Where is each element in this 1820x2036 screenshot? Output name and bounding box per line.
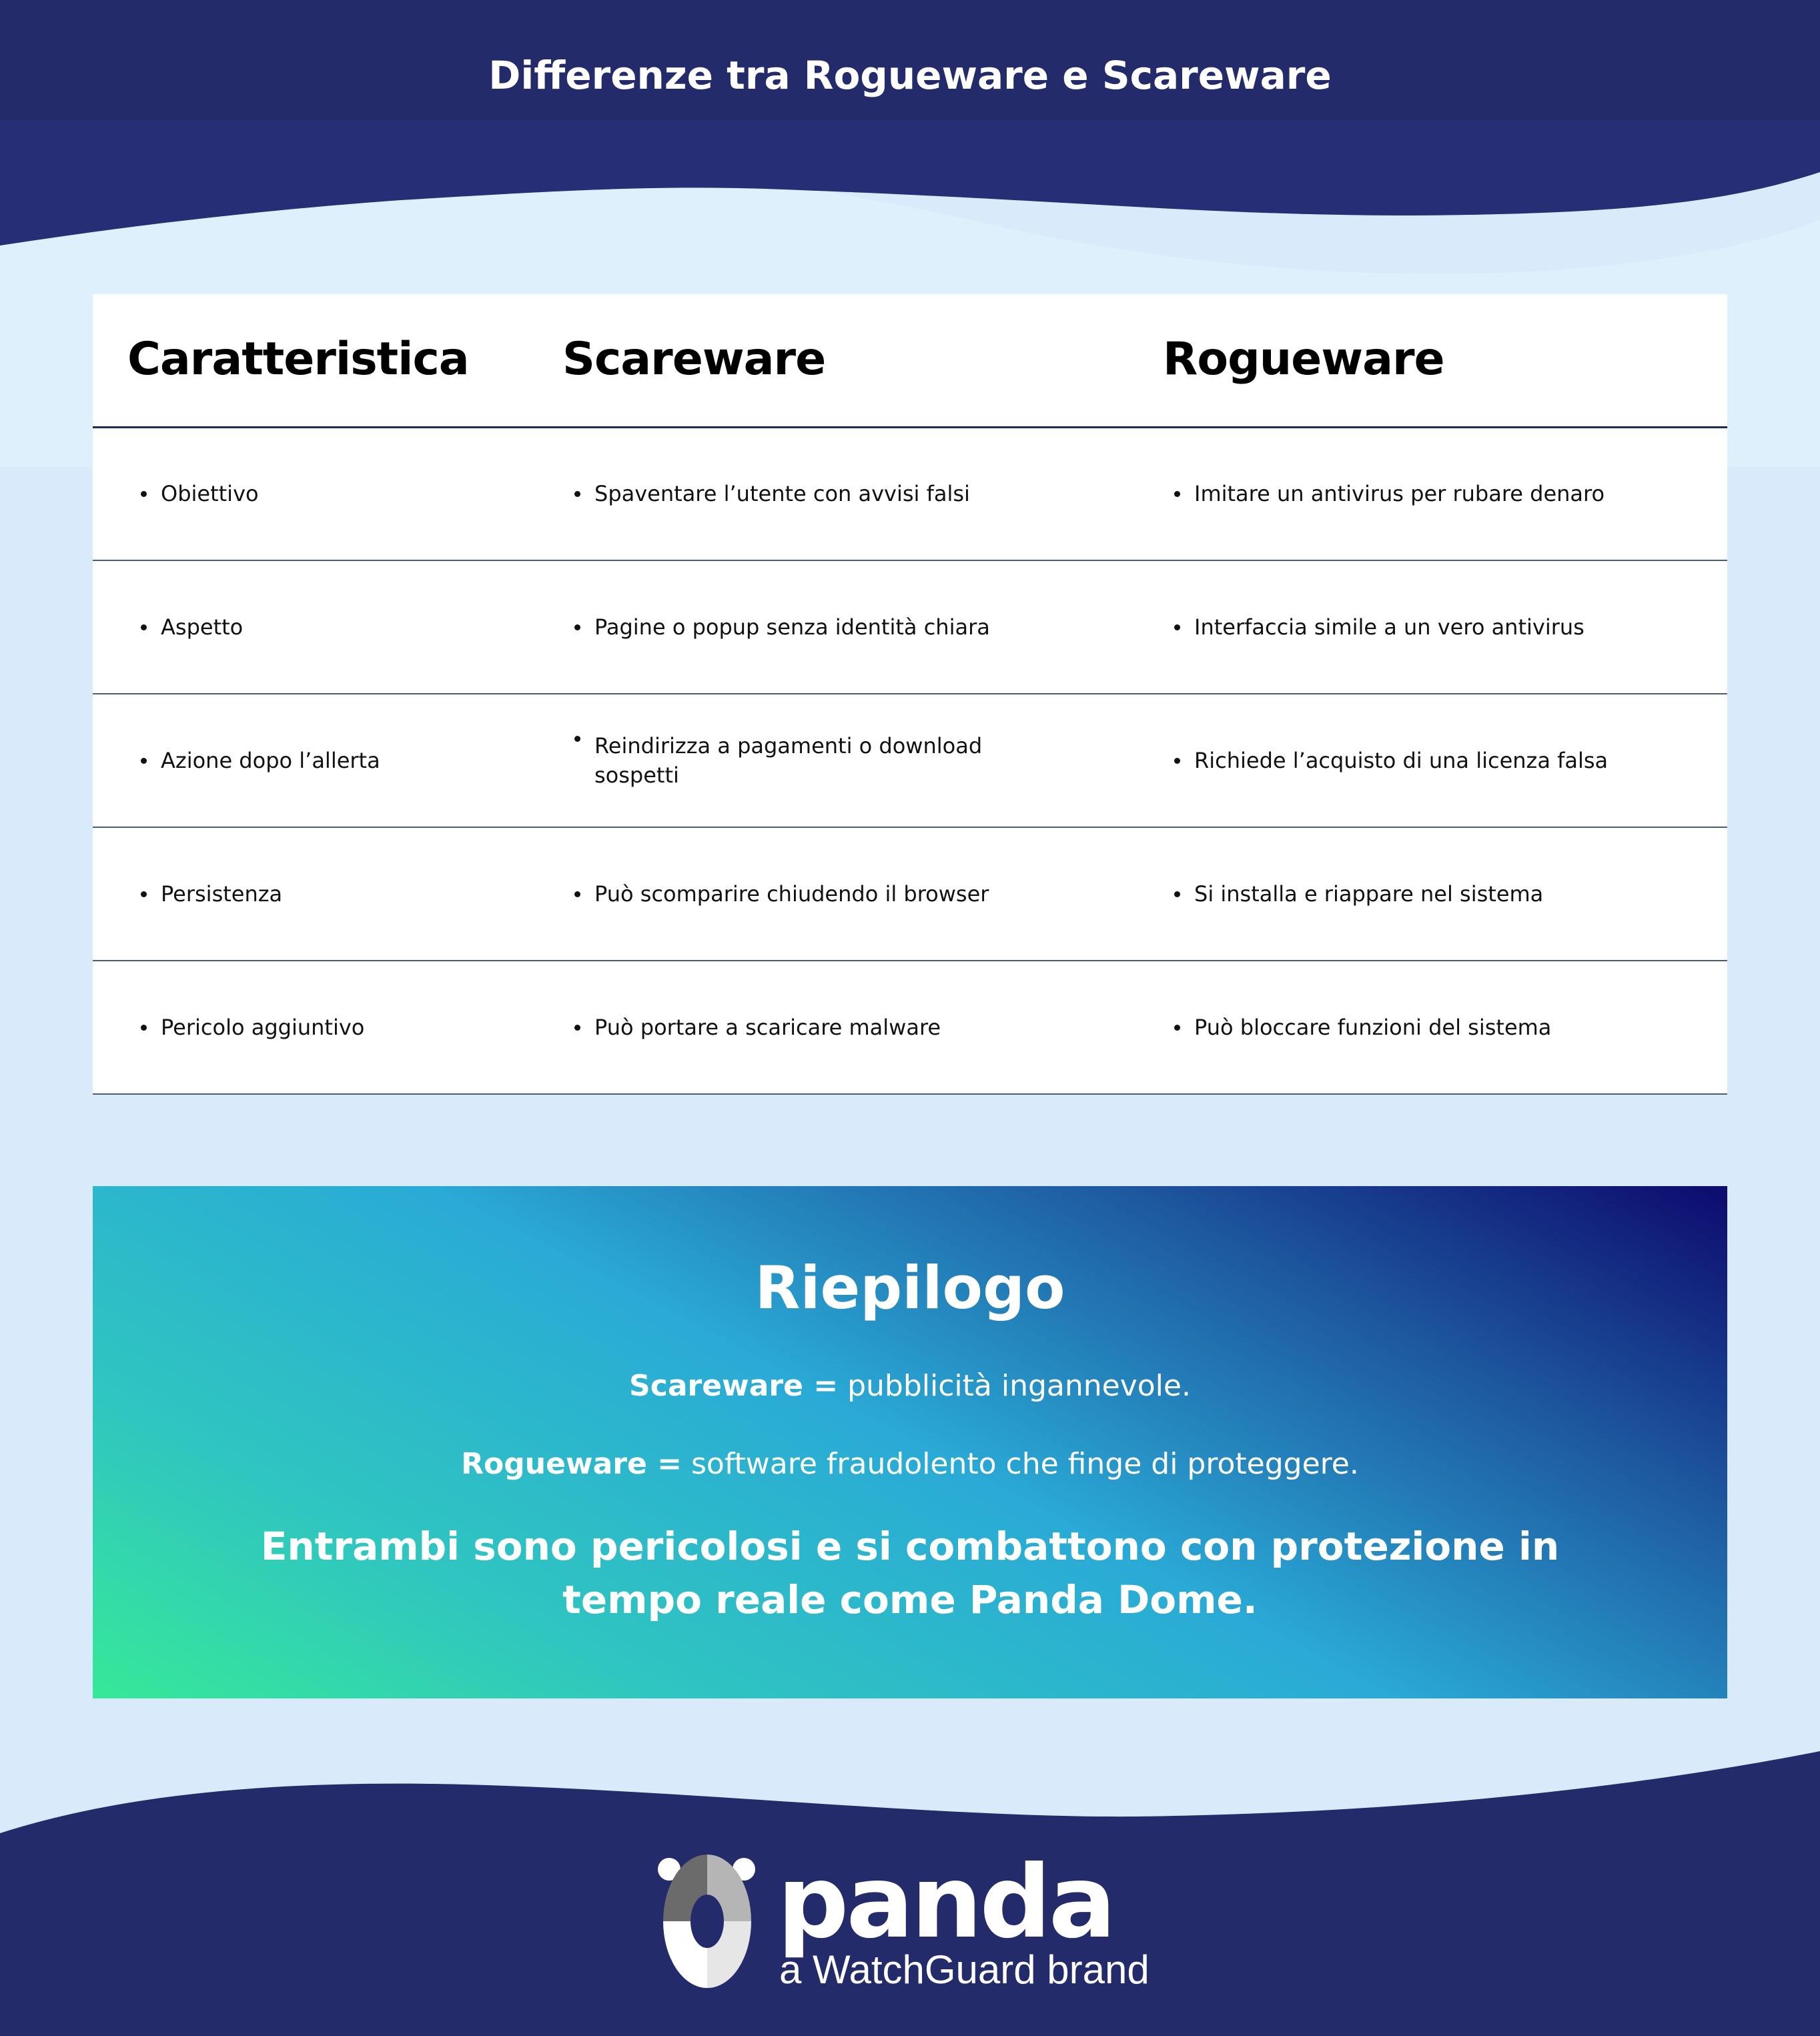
summary-conclusion: Entrambi sono pericolosi e si combattono con protezione in tempo reale come Panda Dome. (260, 1524, 1560, 1622)
cell-caratteristica: Aspetto (141, 561, 514, 693)
table-row (93, 561, 1727, 694)
bullet-icon (141, 491, 147, 497)
logo-tagline: a WatchGuard brand (779, 1947, 1150, 1992)
table-row (93, 828, 1727, 961)
panda-logo (657, 1845, 1178, 2008)
comparison-table (93, 294, 1727, 1094)
column-header-scareware: Scareware (562, 333, 826, 386)
cell-scareware: Pagine o popup senza identità chiara (574, 561, 1028, 693)
summary-definition: pubblicità ingannevole. (838, 1369, 1191, 1403)
summary-term: Rogueware = (461, 1447, 682, 1481)
summary-title: Riepilogo (755, 1253, 1065, 1322)
bullet-icon (574, 1025, 580, 1031)
summary-box (93, 1186, 1727, 1698)
cell-scareware: Può scomparire chiudendo il browser (574, 828, 1028, 960)
bullet-icon (574, 491, 580, 497)
bullet-icon (1174, 891, 1180, 897)
cell-caratteristica: Persistenza (141, 828, 514, 960)
bullet-icon (574, 624, 580, 630)
table-row (93, 961, 1727, 1095)
bullet-icon (1174, 624, 1180, 630)
bullet-icon (1174, 1025, 1180, 1031)
cell-rogueware: Si installa e riappare nel sistema (1174, 828, 1695, 960)
page-title: Differenze tra Rogueware e Scareware (488, 53, 1332, 98)
summary-term: Scareware = (629, 1369, 839, 1403)
bullet-icon (574, 891, 580, 897)
cell-scareware: Spaventare l’utente con avvisi falsi (574, 428, 1028, 560)
bullet-icon (574, 736, 580, 742)
summary-rogueware-line (93, 1444, 1727, 1484)
column-header-rogueware: Rogueware (1163, 333, 1444, 386)
logo-wordmark: panda (777, 1845, 1113, 1961)
table-row (93, 694, 1727, 828)
bullet-icon (141, 758, 147, 764)
cell-rogueware: Richiede l’acquisto di una licenza falsa (1174, 694, 1695, 827)
bullet-icon (141, 1025, 147, 1031)
bullet-icon (1174, 758, 1180, 764)
cell-caratteristica: Obiettivo (141, 428, 514, 560)
cell-rogueware: Interfaccia simile a un vero antivirus (1174, 561, 1695, 693)
summary-scareware-line (93, 1366, 1727, 1406)
table-header (93, 294, 1727, 428)
cell-caratteristica: Pericolo aggiuntivo (141, 961, 514, 1093)
column-header-caratteristica: Caratteristica (127, 333, 469, 386)
bullet-icon (141, 891, 147, 897)
table-row (93, 428, 1727, 561)
bullet-icon (141, 624, 147, 630)
bullet-icon (1174, 491, 1180, 497)
cell-scareware: Può portare a scaricare malware (574, 961, 1028, 1093)
cell-rogueware: Può bloccare funzioni del sistema (1174, 961, 1695, 1093)
panda-logo-icon (657, 1855, 757, 1991)
cell-caratteristica: Azione dopo l’allerta (141, 694, 514, 827)
summary-definition: software fraudolento che finge di proteggere. (682, 1447, 1359, 1481)
cell-rogueware: Imitare un antivirus per rubare denaro (1174, 428, 1695, 560)
cell-scareware: Reindirizza a pagamenti o download sospetti (574, 694, 988, 827)
